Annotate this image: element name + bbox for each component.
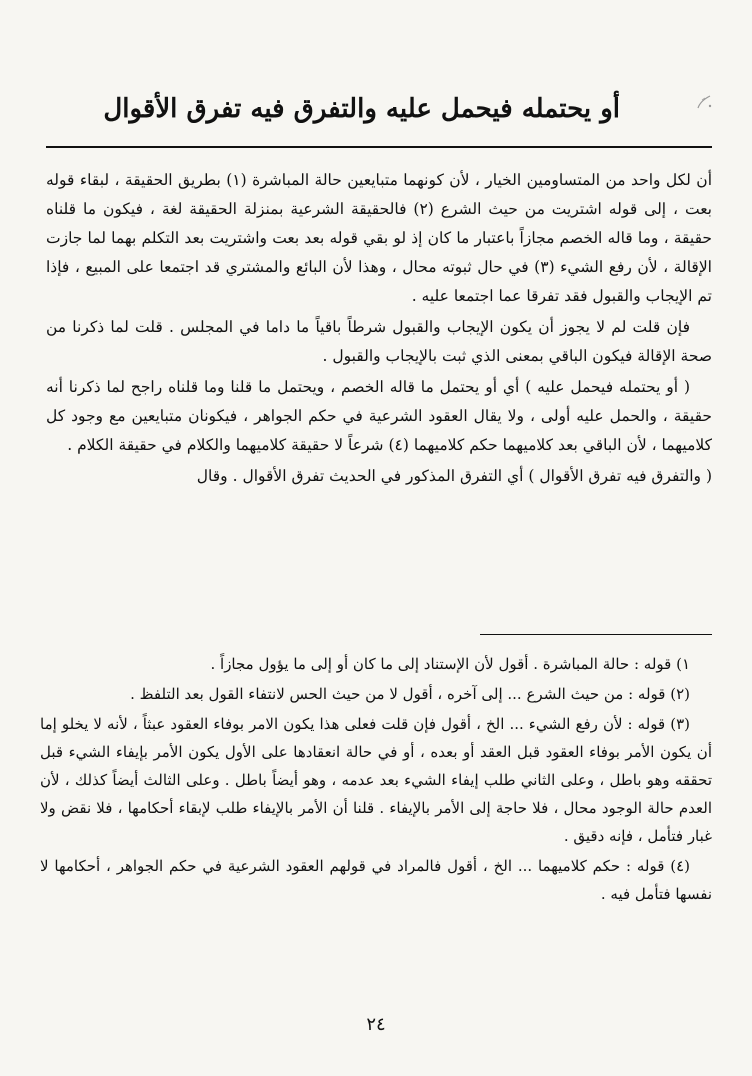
running-header: أو يحتمله فيحمل عليه والتفرق فيه تفرق الأقوال [103,94,620,124]
pencil-annotation-icon [690,88,718,116]
page-number: ٢٤ [366,1014,386,1035]
header-rule [46,146,712,148]
footnotes [40,650,712,910]
main-text [46,166,712,493]
footnote: (٢) قوله : من حيث الشرع ... إلى آخره ، أقول لا من حيث الحس لانتفاء القول بعد التلفظ . [130,685,690,703]
paragraph: فإن قلت لم لا يجوز أن يكون الإيجاب والقبول شرطاً باقياً ما داما في المجلس . قلت لما ذكرنا من صحة الإقالة فيكون الباقي بمعنى الذي ثبت بالإيجاب والقبول . [46,318,712,365]
footnote: ١) قوله : حالة المباشرة . أقول لأن الإستناد إلى ما كان أو إلى ما يؤول مجازاً . [210,655,690,673]
paragraph: ( والتفرق فيه تفرق الأقوال ) أي التفرق المذكور في الحديث تفرق الأقوال . وقال [196,467,712,485]
paragraph: ( أو يحتمله فيحمل عليه ) أي أو يحتمل ما قاله الخصم ، ويحتمل ما قلنا وما قلناه راجح لما ذكرنا أنه حقيقة ، والحمل عليه أولى ، ولا يقال العقود الشرعية في حكم الجواهر ، فيكونان متبايعين مع وجود كل كلاميهما ، لأن الباقي بعد كلاميهما حكم كلاميهما (٤) شرعاً لا حقيقة كلاميهما والكلام في حقيقة الكلام . [46,378,712,454]
footnote: (٣) قوله : لأن رفع الشيء ... الخ ، أقول فإن قلت فعلى هذا يكون الامر بوفاء العقود عبثاً ، لأنه لا يخلو إما أن يكون الأمر بوفاء العقود قبل العقد أو بعده ، أو في حالة انعقادها على الأول يكون الأمر بإيفاء الشيء قبل تحققه وهو باطل ، وعلى الثاني طلب إيفاء الشيء بعد عدمه ، وهو أيضاً باطل . وعلى الثالث أيضاً كذلك ، لأن العدم حالة الوجود محال ، فلا حاجة إلى الأمر بالإيفاء . قلنا أن الأمر بالإيفاء طلب لإبقاء أحكامها ، فلا نقض ولا غبار فتأمل ، فإنه دقيق . [40,715,712,845]
paragraph: أن لكل واحد من المتساومين الخيار ، لأن كونهما متبايعين حالة المباشرة (١) بطريق الحقيقة ، لبقاء قوله بعت ، إلى قوله اشتريت من حيث الشرع (٢) فالحقيقة الشرعية بمنزلة الحقيقة لغة ، فيكون ما قلناه حقيقة ، وما قاله الخصم مجازاً باعتبار ما كان إذ لو بقي قوله بعد بعت واشتريت بعد التكلم بهما لما جازت الإقالة ، لأن رفع الشيء (٣) في حال ثبوته محال ، وهذا لأن البائع والمشتري قد اجتمعا على المبيع ، فإذا تم الإيجاب والقبول فقد تفرقا عما اجتمعا عليه . [46,171,712,305]
footnote: (٤) قوله : حكم كلاميهما ... الخ ، أقول فالمراد في قولهم العقود الشرعية في حكم الجواهر ، أحكامها لا نفسها فتأمل فيه . [40,857,712,903]
footnote-rule [480,634,712,635]
